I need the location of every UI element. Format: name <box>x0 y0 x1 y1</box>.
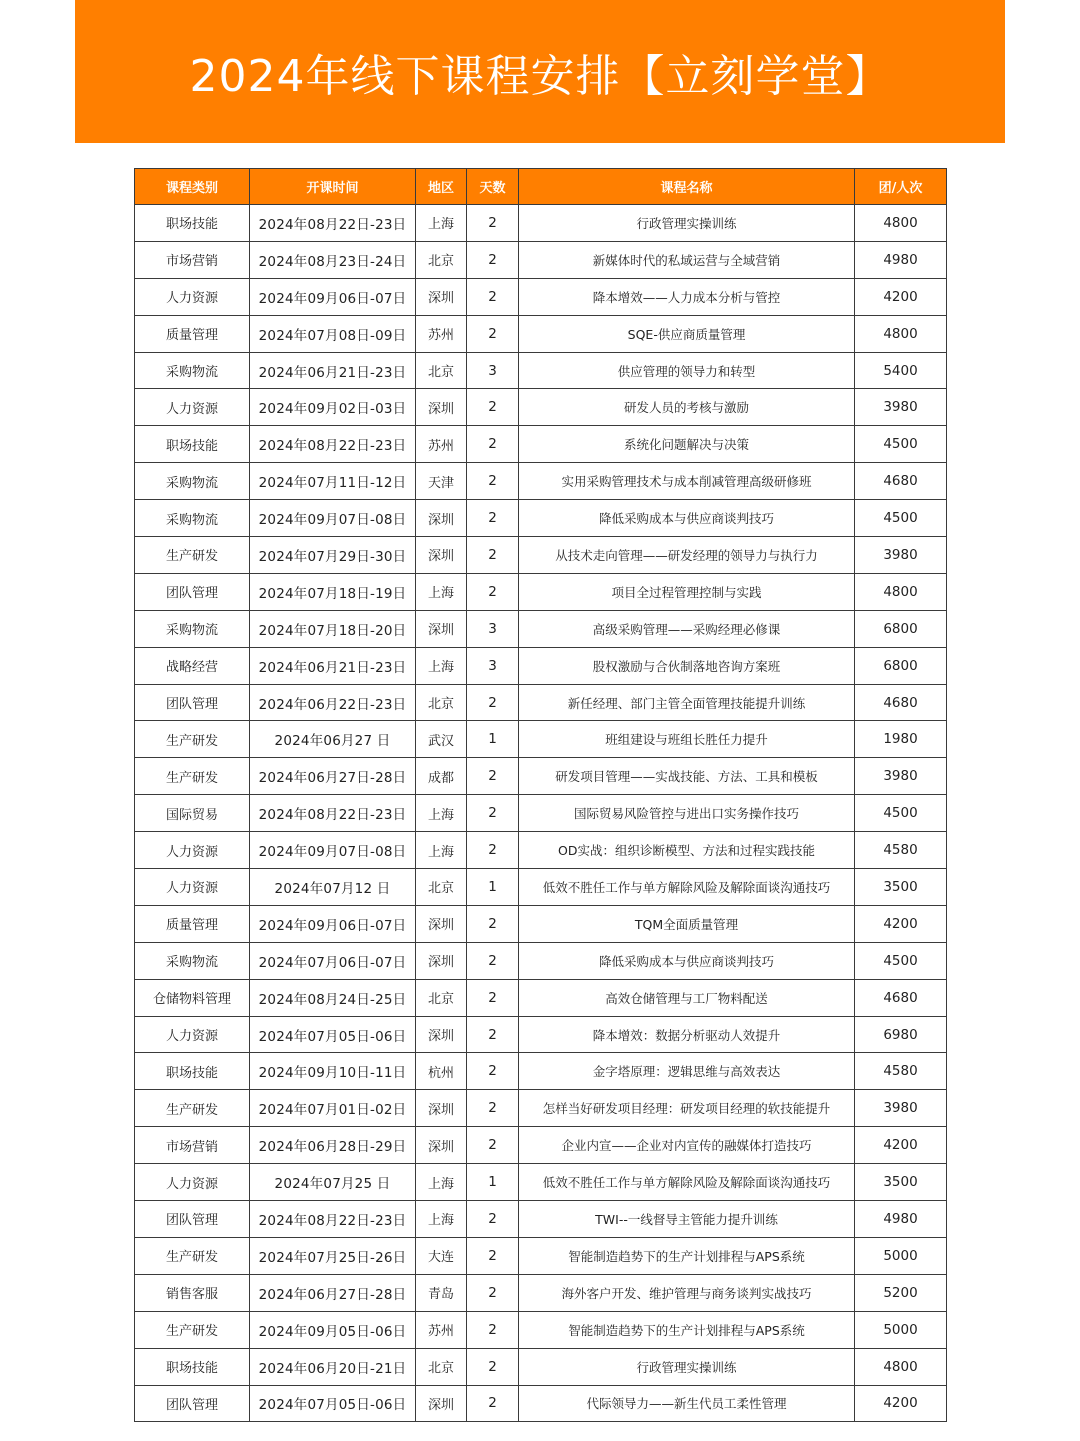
cell-course-name: 智能制造趋势下的生产计划排程与APS系统 <box>519 1311 855 1348</box>
cell-fee: 4200 <box>855 278 947 315</box>
cell-course-name: 从技术走向管理——研发经理的领导力与执行力 <box>519 537 855 574</box>
cell-category: 生产研发 <box>135 1090 250 1127</box>
cell-region: 北京 <box>416 684 467 721</box>
cell-category: 团队管理 <box>135 1385 250 1422</box>
cell-region: 深圳 <box>416 1127 467 1164</box>
cell-days: 2 <box>467 1090 519 1127</box>
cell-region: 杭州 <box>416 1053 467 1090</box>
cell-days: 2 <box>467 389 519 426</box>
cell-category: 职场技能 <box>135 205 250 242</box>
table-row <box>135 1311 947 1348</box>
cell-category: 销售客服 <box>135 1274 250 1311</box>
cell-category: 采购物流 <box>135 610 250 647</box>
cell-region: 苏州 <box>416 1311 467 1348</box>
cell-start-date: 2024年07月29日-30日 <box>250 537 416 574</box>
cell-days: 2 <box>467 241 519 278</box>
cell-course-name: 股权激励与合伙制落地咨询方案班 <box>519 647 855 684</box>
cell-category: 采购物流 <box>135 352 250 389</box>
cell-region: 深圳 <box>416 1016 467 1053</box>
cell-fee: 4500 <box>855 500 947 537</box>
cell-course-name: 新任经理、部门主管全面管理技能提升训练 <box>519 684 855 721</box>
cell-fee: 5000 <box>855 1311 947 1348</box>
cell-fee: 5400 <box>855 352 947 389</box>
cell-region: 武汉 <box>416 721 467 758</box>
table-row <box>135 426 947 463</box>
cell-start-date: 2024年08月22日-23日 <box>250 795 416 832</box>
cell-days: 2 <box>467 315 519 352</box>
cell-course-name: TQM全面质量管理 <box>519 905 855 942</box>
cell-category: 团队管理 <box>135 1201 250 1238</box>
table-row <box>135 647 947 684</box>
cell-days: 3 <box>467 610 519 647</box>
header-region: 地区 <box>416 169 467 205</box>
cell-fee: 4200 <box>855 905 947 942</box>
cell-region: 深圳 <box>416 537 467 574</box>
table-row <box>135 1016 947 1053</box>
cell-start-date: 2024年07月25日-26日 <box>250 1237 416 1274</box>
cell-course-name: TWI--一线督导主管能力提升训练 <box>519 1201 855 1238</box>
table-row <box>135 942 947 979</box>
table-row <box>135 315 947 352</box>
cell-region: 上海 <box>416 205 467 242</box>
table-row <box>135 721 947 758</box>
cell-days: 2 <box>467 795 519 832</box>
cell-category: 质量管理 <box>135 905 250 942</box>
cell-start-date: 2024年09月06日-07日 <box>250 278 416 315</box>
header-days: 天数 <box>467 169 519 205</box>
cell-course-name: 班组建设与班组长胜任力提升 <box>519 721 855 758</box>
cell-fee: 3980 <box>855 537 947 574</box>
cell-days: 2 <box>467 500 519 537</box>
cell-days: 2 <box>467 684 519 721</box>
cell-start-date: 2024年09月07日-08日 <box>250 832 416 869</box>
cell-region: 天津 <box>416 463 467 500</box>
cell-start-date: 2024年07月08日-09日 <box>250 315 416 352</box>
cell-days: 2 <box>467 1348 519 1385</box>
cell-days: 3 <box>467 352 519 389</box>
cell-category: 职场技能 <box>135 426 250 463</box>
cell-start-date: 2024年08月22日-23日 <box>250 426 416 463</box>
cell-region: 北京 <box>416 869 467 906</box>
cell-start-date: 2024年07月11日-12日 <box>250 463 416 500</box>
cell-course-name: 代际领导力——新生代员工柔性管理 <box>519 1385 855 1422</box>
cell-course-name: 高效仓储管理与工厂物料配送 <box>519 979 855 1016</box>
cell-fee: 4200 <box>855 1385 947 1422</box>
table-row <box>135 352 947 389</box>
cell-course-name: 低效不胜任工作与单方解除风险及解除面谈沟通技巧 <box>519 1164 855 1201</box>
cell-course-name: 怎样当好研发项目经理：研发项目经理的软技能提升 <box>519 1090 855 1127</box>
cell-days: 2 <box>467 942 519 979</box>
cell-days: 2 <box>467 463 519 500</box>
table-row <box>135 1348 947 1385</box>
table-row <box>135 241 947 278</box>
table-row <box>135 795 947 832</box>
cell-region: 大连 <box>416 1237 467 1274</box>
table-row <box>135 1385 947 1422</box>
cell-category: 生产研发 <box>135 1237 250 1274</box>
cell-category: 战略经营 <box>135 647 250 684</box>
cell-days: 1 <box>467 721 519 758</box>
cell-fee: 4980 <box>855 1201 947 1238</box>
cell-start-date: 2024年09月06日-07日 <box>250 905 416 942</box>
cell-category: 市场营销 <box>135 241 250 278</box>
cell-region: 深圳 <box>416 610 467 647</box>
cell-start-date: 2024年08月23日-24日 <box>250 241 416 278</box>
cell-region: 上海 <box>416 1201 467 1238</box>
cell-fee: 1980 <box>855 721 947 758</box>
cell-days: 2 <box>467 426 519 463</box>
cell-category: 生产研发 <box>135 537 250 574</box>
table-row <box>135 610 947 647</box>
cell-days: 2 <box>467 537 519 574</box>
table-row <box>135 758 947 795</box>
cell-fee: 5000 <box>855 1237 947 1274</box>
cell-category: 人力资源 <box>135 832 250 869</box>
cell-fee: 4580 <box>855 1053 947 1090</box>
header-course-name: 课程名称 <box>519 169 855 205</box>
table-row <box>135 463 947 500</box>
cell-category: 采购物流 <box>135 942 250 979</box>
table-row <box>135 573 947 610</box>
cell-fee: 3500 <box>855 869 947 906</box>
cell-fee: 3980 <box>855 1090 947 1127</box>
cell-course-name: 低效不胜任工作与单方解除风险及解除面谈沟通技巧 <box>519 869 855 906</box>
cell-category: 仓储物料管理 <box>135 979 250 1016</box>
cell-category: 生产研发 <box>135 758 250 795</box>
cell-region: 上海 <box>416 573 467 610</box>
cell-course-name: 降本增效——人力成本分析与管控 <box>519 278 855 315</box>
table-row <box>135 905 947 942</box>
header-start-date: 开课时间 <box>250 169 416 205</box>
cell-course-name: 企业内宣——企业对内宣传的融媒体打造技巧 <box>519 1127 855 1164</box>
cell-region: 苏州 <box>416 426 467 463</box>
cell-start-date: 2024年08月22日-23日 <box>250 205 416 242</box>
cell-category: 采购物流 <box>135 463 250 500</box>
cell-course-name: 行政管理实操训练 <box>519 1348 855 1385</box>
cell-category: 人力资源 <box>135 869 250 906</box>
cell-fee: 5200 <box>855 1274 947 1311</box>
cell-fee: 4980 <box>855 241 947 278</box>
table-row <box>135 979 947 1016</box>
header-row <box>135 169 947 205</box>
cell-region: 深圳 <box>416 389 467 426</box>
cell-region: 北京 <box>416 352 467 389</box>
cell-region: 北京 <box>416 1348 467 1385</box>
cell-start-date: 2024年07月18日-19日 <box>250 573 416 610</box>
cell-start-date: 2024年08月24日-25日 <box>250 979 416 1016</box>
cell-course-name: 高级采购管理——采购经理必修课 <box>519 610 855 647</box>
cell-course-name: OD实战：组织诊断模型、方法和过程实践技能 <box>519 832 855 869</box>
cell-course-name: 研发人员的考核与激励 <box>519 389 855 426</box>
header-category: 课程类别 <box>135 169 250 205</box>
cell-fee: 4800 <box>855 205 947 242</box>
cell-region: 深圳 <box>416 278 467 315</box>
cell-start-date: 2024年07月12 日 <box>250 869 416 906</box>
cell-start-date: 2024年06月27日-28日 <box>250 758 416 795</box>
table-row <box>135 1237 947 1274</box>
cell-start-date: 2024年09月02日-03日 <box>250 389 416 426</box>
cell-fee: 4500 <box>855 942 947 979</box>
cell-category: 生产研发 <box>135 1311 250 1348</box>
table-row <box>135 869 947 906</box>
cell-region: 青岛 <box>416 1274 467 1311</box>
table-row <box>135 500 947 537</box>
cell-days: 2 <box>467 205 519 242</box>
cell-days: 2 <box>467 758 519 795</box>
cell-days: 2 <box>467 905 519 942</box>
cell-category: 人力资源 <box>135 1016 250 1053</box>
course-schedule-table <box>134 168 947 1422</box>
cell-start-date: 2024年07月25 日 <box>250 1164 416 1201</box>
table-row <box>135 1053 947 1090</box>
cell-fee: 6800 <box>855 647 947 684</box>
cell-start-date: 2024年07月05日-06日 <box>250 1016 416 1053</box>
cell-region: 北京 <box>416 241 467 278</box>
cell-fee: 3500 <box>855 1164 947 1201</box>
cell-fee: 6800 <box>855 610 947 647</box>
cell-days: 1 <box>467 869 519 906</box>
cell-category: 人力资源 <box>135 278 250 315</box>
cell-days: 2 <box>467 832 519 869</box>
cell-start-date: 2024年09月07日-08日 <box>250 500 416 537</box>
cell-days: 2 <box>467 1311 519 1348</box>
cell-category: 人力资源 <box>135 1164 250 1201</box>
cell-fee: 4680 <box>855 979 947 1016</box>
cell-category: 人力资源 <box>135 389 250 426</box>
cell-days: 2 <box>467 979 519 1016</box>
table-row <box>135 389 947 426</box>
table-row <box>135 278 947 315</box>
table-row <box>135 832 947 869</box>
cell-region: 上海 <box>416 795 467 832</box>
cell-region: 深圳 <box>416 905 467 942</box>
cell-start-date: 2024年06月27 日 <box>250 721 416 758</box>
cell-days: 2 <box>467 1127 519 1164</box>
cell-region: 上海 <box>416 647 467 684</box>
cell-start-date: 2024年08月22日-23日 <box>250 1201 416 1238</box>
header-fee: 团/人次 <box>855 169 947 205</box>
cell-start-date: 2024年09月05日-06日 <box>250 1311 416 1348</box>
cell-days: 2 <box>467 1016 519 1053</box>
page-title: 2024年线下课程安排【立刻学堂】 <box>189 50 891 102</box>
cell-region: 北京 <box>416 979 467 1016</box>
cell-course-name: 实用采购管理技术与成本削减管理高级研修班 <box>519 463 855 500</box>
cell-category: 团队管理 <box>135 684 250 721</box>
cell-fee: 4800 <box>855 573 947 610</box>
cell-course-name: 系统化问题解决与决策 <box>519 426 855 463</box>
title-banner <box>75 0 1005 143</box>
table-row <box>135 1090 947 1127</box>
cell-days: 2 <box>467 573 519 610</box>
cell-category: 采购物流 <box>135 500 250 537</box>
cell-fee: 3980 <box>855 758 947 795</box>
cell-fee: 4500 <box>855 795 947 832</box>
table-header <box>135 169 947 205</box>
cell-category: 团队管理 <box>135 573 250 610</box>
cell-course-name: 降低采购成本与供应商谈判技巧 <box>519 942 855 979</box>
cell-course-name: 智能制造趋势下的生产计划排程与APS系统 <box>519 1237 855 1274</box>
cell-course-name: 国际贸易风险管控与进出口实务操作技巧 <box>519 795 855 832</box>
cell-category: 质量管理 <box>135 315 250 352</box>
cell-days: 2 <box>467 1053 519 1090</box>
cell-region: 深圳 <box>416 1090 467 1127</box>
cell-course-name: 金字塔原理：逻辑思维与高效表达 <box>519 1053 855 1090</box>
cell-fee: 4800 <box>855 315 947 352</box>
cell-start-date: 2024年09月10日-11日 <box>250 1053 416 1090</box>
cell-start-date: 2024年07月05日-06日 <box>250 1385 416 1422</box>
cell-days: 2 <box>467 1385 519 1422</box>
cell-days: 3 <box>467 647 519 684</box>
cell-days: 2 <box>467 1274 519 1311</box>
table-row <box>135 1127 947 1164</box>
table-row <box>135 1164 947 1201</box>
cell-fee: 4580 <box>855 832 947 869</box>
cell-days: 2 <box>467 1237 519 1274</box>
cell-region: 深圳 <box>416 942 467 979</box>
cell-course-name: 降低采购成本与供应商谈判技巧 <box>519 500 855 537</box>
cell-fee: 4680 <box>855 463 947 500</box>
table-row <box>135 1274 947 1311</box>
table-body <box>135 205 947 1422</box>
cell-start-date: 2024年06月20日-21日 <box>250 1348 416 1385</box>
cell-fee: 4500 <box>855 426 947 463</box>
cell-start-date: 2024年07月18日-20日 <box>250 610 416 647</box>
table-row <box>135 684 947 721</box>
cell-days: 1 <box>467 1164 519 1201</box>
cell-start-date: 2024年06月28日-29日 <box>250 1127 416 1164</box>
cell-fee: 4800 <box>855 1348 947 1385</box>
table-row <box>135 537 947 574</box>
cell-course-name: 项目全过程管理控制与实践 <box>519 573 855 610</box>
cell-category: 职场技能 <box>135 1348 250 1385</box>
cell-category: 市场营销 <box>135 1127 250 1164</box>
cell-fee: 4680 <box>855 684 947 721</box>
cell-category: 国际贸易 <box>135 795 250 832</box>
cell-region: 深圳 <box>416 1385 467 1422</box>
cell-course-name: SQE-供应商质量管理 <box>519 315 855 352</box>
cell-course-name: 海外客户开发、维护管理与商务谈判实战技巧 <box>519 1274 855 1311</box>
cell-region: 苏州 <box>416 315 467 352</box>
cell-region: 上海 <box>416 1164 467 1201</box>
cell-fee: 3980 <box>855 389 947 426</box>
cell-region: 深圳 <box>416 500 467 537</box>
cell-start-date: 2024年06月22日-23日 <box>250 684 416 721</box>
cell-start-date: 2024年07月06日-07日 <box>250 942 416 979</box>
cell-days: 2 <box>467 1201 519 1238</box>
cell-start-date: 2024年06月27日-28日 <box>250 1274 416 1311</box>
table-row <box>135 205 947 242</box>
cell-days: 2 <box>467 278 519 315</box>
cell-course-name: 新媒体时代的私域运营与全域营销 <box>519 241 855 278</box>
cell-region: 上海 <box>416 832 467 869</box>
cell-course-name: 降本增效：数据分析驱动人效提升 <box>519 1016 855 1053</box>
cell-start-date: 2024年06月21日-23日 <box>250 647 416 684</box>
table-row <box>135 1201 947 1238</box>
cell-fee: 4200 <box>855 1127 947 1164</box>
cell-start-date: 2024年07月01日-02日 <box>250 1090 416 1127</box>
cell-course-name: 研发项目管理——实战技能、方法、工具和模板 <box>519 758 855 795</box>
cell-course-name: 供应管理的领导力和转型 <box>519 352 855 389</box>
cell-fee: 6980 <box>855 1016 947 1053</box>
cell-start-date: 2024年06月21日-23日 <box>250 352 416 389</box>
cell-course-name: 行政管理实操训练 <box>519 205 855 242</box>
cell-category: 职场技能 <box>135 1053 250 1090</box>
cell-region: 成都 <box>416 758 467 795</box>
cell-category: 生产研发 <box>135 721 250 758</box>
